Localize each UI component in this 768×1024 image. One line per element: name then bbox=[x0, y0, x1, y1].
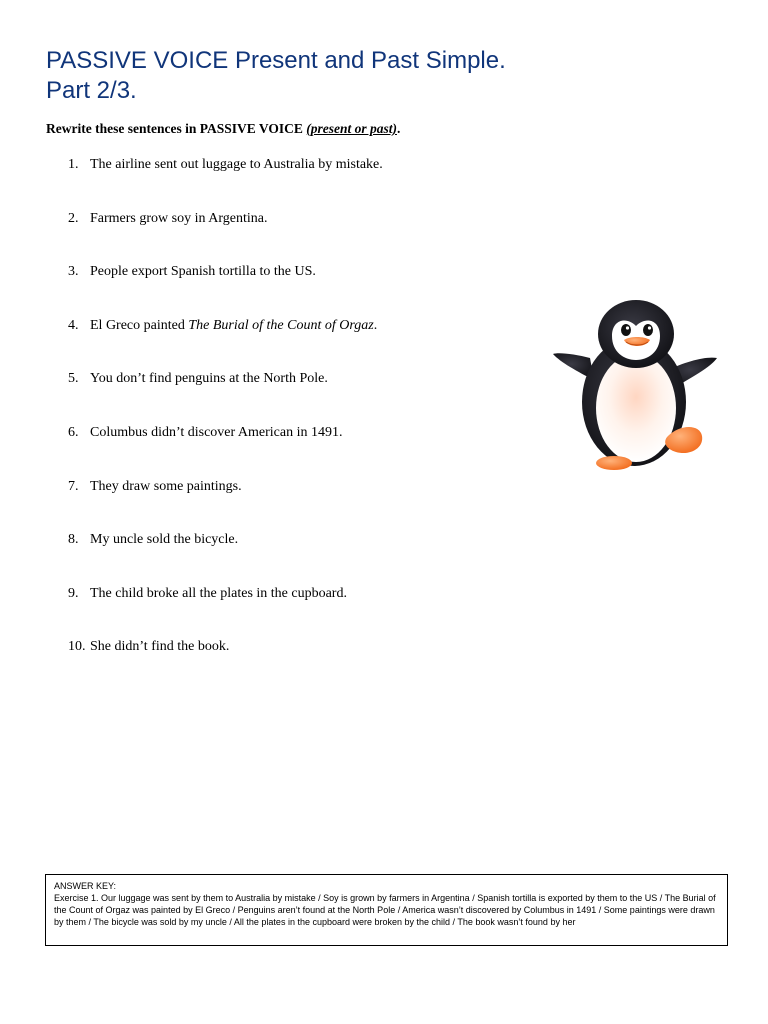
instructions-text: Rewrite these sentences in PASSIVE VOICE bbox=[46, 121, 307, 136]
exercise-text: The child broke all the plates in the cupboard. bbox=[90, 585, 347, 601]
exercise-item bbox=[68, 479, 383, 499]
painting-title: The Burial of the Count of Orgaz bbox=[188, 317, 374, 333]
exercise-number: 1. bbox=[68, 157, 79, 172]
instructions-end: . bbox=[396, 121, 401, 136]
exercise-item bbox=[68, 586, 383, 606]
penguin-illustration bbox=[550, 296, 720, 474]
exercise-text: The airline sent out luggage to Australia by mistake. bbox=[90, 157, 383, 172]
exercise-text-end: . bbox=[373, 317, 378, 333]
answer-key bbox=[45, 874, 728, 946]
title-line-2: Part 2/3. bbox=[46, 77, 137, 104]
exercise-item bbox=[68, 264, 383, 284]
exercise-text: People export Spanish tortilla to the US. bbox=[90, 264, 316, 280]
exercise-number: 10. bbox=[68, 639, 86, 655]
exercise-item bbox=[68, 425, 383, 445]
answer-key-text: Exercise 1. Our luggage was sent by them to Australia by mistake / Soy is grown by farmers in Argentina / Spanish tortilla is exported by them to the US / The Burial of the Count of Orgaz was painted by El Greco / Penguins aren’t found at the North Pole / America wasn’t discovered by Columbus in 1491 / Some paintings were drawn by them / The bicycle was sold by my uncle / All the plates in the cupboard were broken by the child / The book wasn’t found by her bbox=[54, 893, 716, 927]
exercise-text: Columbus didn’t discover American in 1491. bbox=[90, 424, 343, 440]
exercise-text: El Greco painted bbox=[90, 317, 189, 333]
exercise-number: 2. bbox=[68, 210, 79, 226]
exercise-number: 3. bbox=[68, 264, 79, 280]
exercise-item bbox=[68, 371, 383, 391]
instructions-emphasis: (present or past) bbox=[306, 121, 397, 136]
exercise-item bbox=[68, 211, 383, 231]
exercise-item bbox=[68, 639, 383, 659]
exercise-number: 4. bbox=[68, 317, 79, 333]
penguin-icon bbox=[550, 296, 720, 474]
exercise-list bbox=[68, 157, 383, 693]
exercise-text: My uncle sold the bicycle. bbox=[90, 532, 239, 548]
page-title bbox=[46, 46, 506, 106]
exercise-text: Farmers grow soy in Argentina. bbox=[90, 210, 268, 226]
exercise-item bbox=[68, 318, 383, 338]
answer-key-heading: ANSWER KEY: bbox=[54, 881, 117, 891]
exercise-number: 5. bbox=[68, 371, 79, 387]
title-line-1: PASSIVE VOICE Present and Past Simple. bbox=[46, 47, 506, 74]
exercise-item bbox=[68, 532, 383, 552]
exercise-text: She didn’t find the book. bbox=[90, 639, 230, 655]
exercise-number: 8. bbox=[68, 532, 79, 548]
exercise-text: They draw some paintings. bbox=[90, 478, 242, 494]
exercise-number: 7. bbox=[68, 478, 79, 494]
exercise-text: You don’t find penguins at the North Pole. bbox=[90, 371, 328, 387]
exercise-item bbox=[68, 157, 383, 177]
exercise-number: 9. bbox=[68, 585, 79, 601]
instructions bbox=[46, 121, 400, 137]
exercise-number: 6. bbox=[68, 424, 79, 440]
